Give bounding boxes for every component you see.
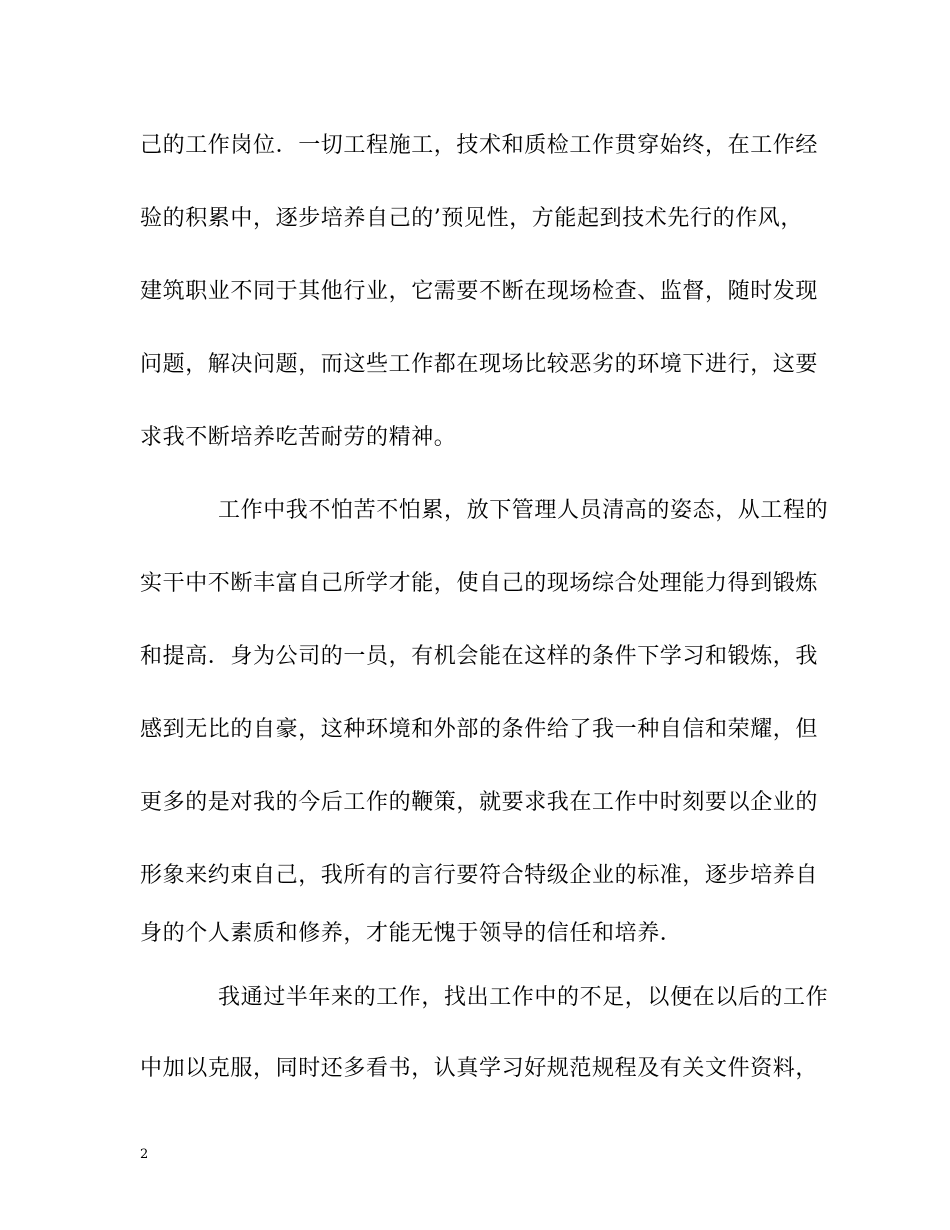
text-line-2: 验的积累中，逐步培养自己的’预见性，方能起到技术先行的作风， xyxy=(140,206,803,231)
text-line-4: 问题，解决问题，而这些工作都在现场比较恶劣的环境下进行，这要 xyxy=(140,352,819,377)
text-line-3: 建筑职业不同于其他行业，它需要不断在现场检查、监督，随时发现 xyxy=(140,279,819,304)
text-line-13: 我通过半年来的工作，找出工作中的不足，以便在以后的工作 xyxy=(218,985,829,1010)
text-line-7: 实干中不断丰富自己所学才能，使自己的现场综合处理能力得到锻炼 xyxy=(140,571,819,596)
page-number: 2 xyxy=(140,1147,149,1162)
text-line-10: 更多的是对我的今后工作的鞭策，就要求我在工作中时刻要以企业的 xyxy=(140,790,819,815)
text-line-14: 中加以克服，同时还多看书，认真学习好规范规程及有关文件资料， xyxy=(140,1056,819,1081)
text-line-5: 求我不断培养吃苦耐劳的精神。 xyxy=(140,425,457,450)
text-line-8: 和提高．身为公司的一员，有机会能在这样的条件下学习和锻炼，我 xyxy=(140,644,819,669)
text-line-12: 身的个人素质和修养，才能无愧于领导的信任和培养． xyxy=(140,921,683,946)
text-line-6: 工作中我不怕苦不怕累，放下管理人员清高的姿态，从工程的 xyxy=(218,498,829,523)
text-line-1: 己的工作岗位．一切工程施工，技术和质检工作贯穿始终，在工作经 xyxy=(140,133,819,158)
text-line-9: 感到无比的自豪，这种环境和外部的条件给了我一种自信和荣耀，但 xyxy=(140,717,819,742)
text-line-11: 形象来约束自己，我所有的言行要符合特级企业的标准，逐步培养自 xyxy=(140,863,819,888)
